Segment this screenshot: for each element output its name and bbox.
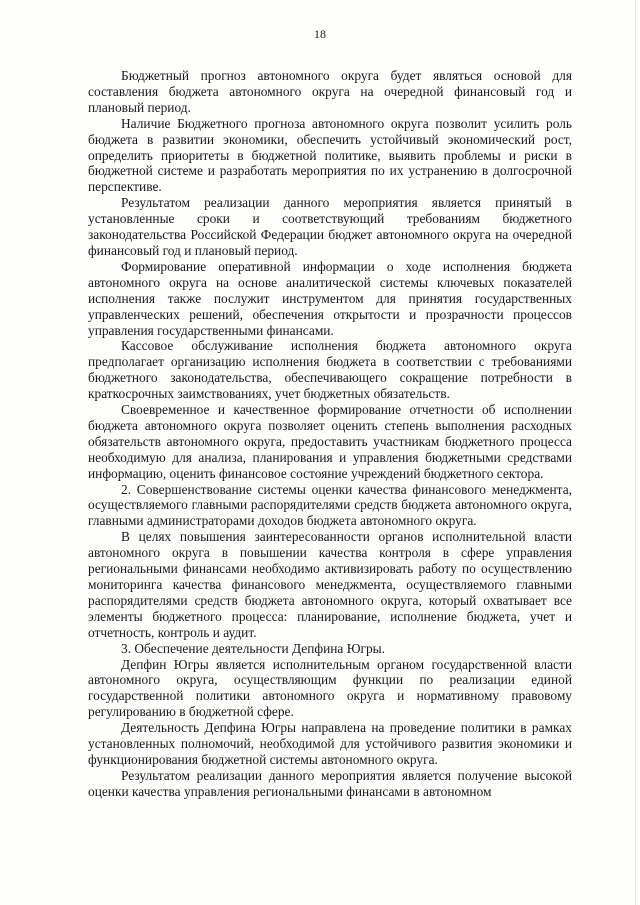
paragraph-forecast-benefits: Наличие Бюджетного прогноза автономного округа позволит усилить роль бюджета в развитии экономики, обеспечить устойчивый экономический рост, определить приоритеты в бюджетной политике, выявить проблемы и риски в бюджетной системе и разработать мероприятия по их устранению в долгосрочной перспективе. <box>88 115 572 195</box>
paragraph-item-2-heading: 2. Совершенствование системы оценки качества финансового менеджмента, осуществляемого главными распорядителями средств бюджета автономного округа, главными администраторами доходов бюджета автономного округа. <box>88 481 572 529</box>
paragraph-measure-result-quality: Результатом реализации данного мероприятия является получение высокой оценки качества управления региональными финансами в автономном <box>88 767 572 799</box>
page-number: 18 <box>314 27 326 41</box>
paragraph-item-3-heading: 3. Обеспечение деятельности Депфина Югры. <box>121 640 386 656</box>
paragraph-operational-information: Формирование оперативной информации о ходе исполнения бюджета автономного округа на основе аналитической системы ключевых показателей исполнения также послужит инструментом для принятия государственных управленческих решений, обеспечения открытости и прозрачности процессов управления государственными финансами. <box>88 258 572 338</box>
paragraph-reporting: Своевременное и качественное формирование отчетности об исполнении бюджета автономного округа позволяет оценить степень выполнения расходных обязательств автономного округа, предоставить участникам бюджетного процесса необходимую для анализа, планирования и управления бюджетными средствами информацию, оценить финансовое состояние учреждений бюджетного сектора. <box>88 402 572 481</box>
paragraph-budget-forecast-basis: Бюджетный прогноз автономного округа будет являться основой для составления бюджета автономного округа на очередной финансовый год и плановый период. <box>88 68 572 115</box>
document-body <box>88 68 572 800</box>
paragraph-cash-servicing: Кассовое обслуживание исполнения бюджета автономного округа предполагает организацию исполнения бюджета в соответствии с требованиями бюджетного законодательства, обеспечивающего сокращение потребности в краткосрочных заимствованиях, учет бюджетных обязательств. <box>88 338 572 402</box>
scan-edge-line <box>635 0 636 905</box>
paragraph-measure-result-budget: Результатом реализации данного мероприятия является принятый в установленные сроки и соответствующий требованиям бюджетного законодательства Российской Федерации бюджет автономного округа на очередной финансовый год и плановый период. <box>88 195 572 258</box>
paragraph-quality-monitoring: В целях повышения заинтересованности органов исполнительной власти автономного округа в повышении качества контроля в сфере управления региональными финансами необходимо активизировать работу по осуществлению мониторинга качества финансового менеджмента, осуществляемого главными распорядителями средств бюджета автономного округа, который охватывает все элементы бюджетного процесса: планирование, исполнение бюджета, учет и отчетность, контроль и аудит. <box>88 529 572 640</box>
paragraph-depfin-activity: Деятельность Депфина Югры направлена на проведение политики в рамках установленных полномочий, необходимой для устойчивого развития экономики и функционирования бюджетной системы автономного округа. <box>88 720 572 767</box>
paragraph-depfin-role: Депфин Югры является исполнительным органом государственной власти автономного округа, осуществляющим функции по реализации единой государственной политики автономного округа и нормативному правовому регулированию в бюджетной сфере. <box>88 656 572 720</box>
